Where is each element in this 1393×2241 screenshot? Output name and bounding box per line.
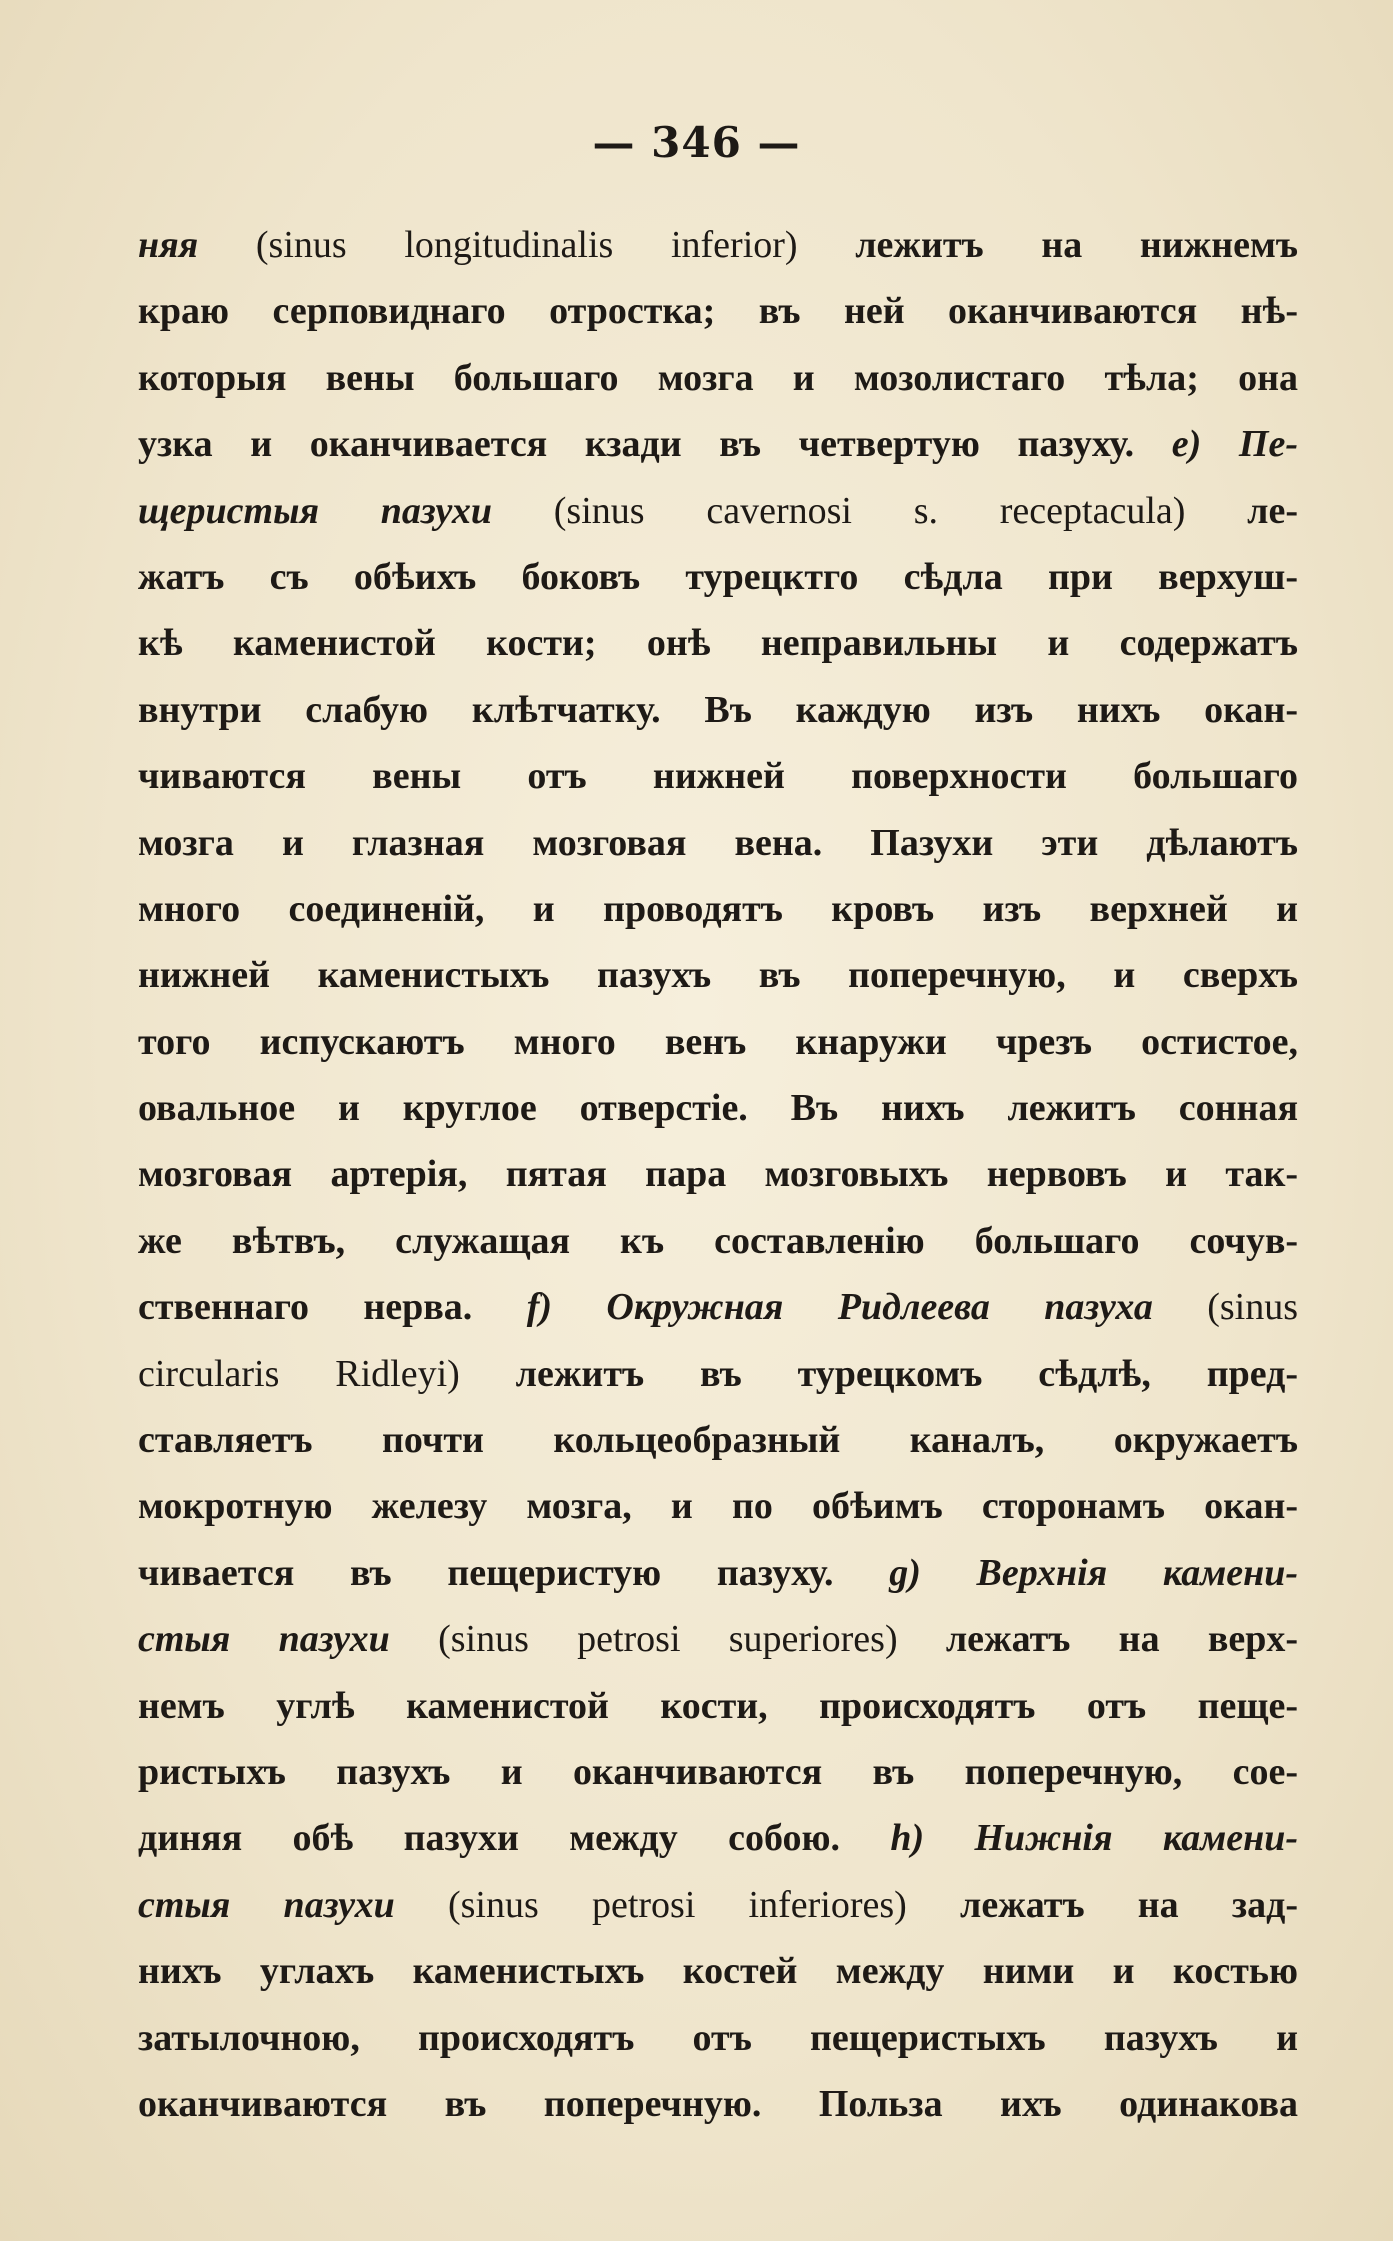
text-segment: e) Пе- (1171, 423, 1298, 466)
text-line (138, 478, 1298, 544)
text-segment: стыя пазухи (138, 1618, 390, 1661)
text-line (138, 1805, 1298, 1871)
text-segment: внутри слабую клѣтчатку. Въ каждую изъ нихъ окан- (138, 688, 1298, 731)
text-segment: мозга и глазная мозговая вена. Пазухи эти дѣлаютъ (138, 821, 1298, 864)
text-segment: ставляетъ почти кольцеобразный каналъ, окружаетъ (138, 1419, 1298, 1462)
text-segment: circularis Ridleyi) (138, 1352, 460, 1395)
text-line (138, 743, 1298, 809)
text-line (138, 1141, 1298, 1207)
text-line (138, 544, 1298, 610)
text-segment: лежатъ на зад- (906, 1883, 1298, 1926)
text-segment: (sinus petrosi superiores) (438, 1618, 898, 1661)
text-line (138, 1938, 1298, 2004)
text-segment (1153, 1286, 1207, 1328)
text-segment: лежатъ на верх- (897, 1618, 1298, 1661)
text-line (138, 1872, 1298, 1938)
text-line (138, 810, 1298, 876)
text-line (138, 2071, 1298, 2137)
text-segment: h) Нижнiя камени- (890, 1817, 1298, 1860)
text-segment: ристыхъ пазухъ и оканчиваются въ поперечную, сое- (138, 1750, 1298, 1793)
text-segment: овальное и круглое отверстiе. Въ нихъ лежитъ сонная (138, 1087, 1298, 1130)
text-line (138, 345, 1298, 411)
text-segment: же вѣтвъ, служащая къ составленiю большаго сочув- (138, 1219, 1298, 1262)
text-line (138, 1540, 1298, 1606)
text-line (138, 1341, 1298, 1407)
text-line (138, 1673, 1298, 1739)
text-segment: диняя обѣ пазухи между собою. (138, 1817, 891, 1860)
page-number: — 346 — (592, 118, 801, 167)
text-line (138, 1075, 1298, 1141)
body-text (138, 212, 1298, 2137)
text-line (138, 610, 1298, 676)
text-segment: нихъ углахъ каменистыхъ костей между ними и костью (138, 1950, 1298, 1993)
text-segment: нижней каменистыхъ пазухъ въ поперечную, и сверхъ (138, 954, 1298, 997)
text-line (138, 411, 1298, 477)
text-line (138, 942, 1298, 1008)
text-line (138, 1009, 1298, 1075)
text-segment: того испускаютъ много венъ кнаружи чрезъ остистое, (138, 1020, 1298, 1063)
text-segment: мозговая артерiя, пятая пара мозговыхъ нервовъ и так- (138, 1153, 1298, 1196)
text-segment: (sinus (1207, 1286, 1298, 1329)
text-segment: оканчиваются въ поперечную. Польза ихъ одинакова (138, 2082, 1298, 2125)
text-segment: чивается въ пещеристую пазуху. (138, 1551, 890, 1594)
text-line (138, 2005, 1298, 2071)
text-line (138, 1274, 1298, 1340)
text-segment: жатъ съ обѣихъ боковъ турецктго сѣдла при верхуш- (138, 555, 1298, 598)
text-segment: чиваются вены отъ нижней поверхности большаго (138, 755, 1298, 798)
text-segment: (sinus petrosi inferiores) (447, 1883, 907, 1926)
text-segment: стыя пазухи (138, 1883, 395, 1926)
text-line (138, 1739, 1298, 1805)
text-segment: затылочною, происходятъ отъ пещеристыхъ пазухъ и (138, 2016, 1298, 2059)
text-segment: няя (138, 224, 256, 266)
text-segment: g) Верхнiя камени- (889, 1551, 1298, 1594)
text-segment: (sinus longitudinalis inferior) (255, 224, 798, 266)
text-segment: немъ углѣ каменистой кости, происходятъ отъ пеще- (138, 1684, 1298, 1727)
text-line (138, 1208, 1298, 1274)
text-segment: мокротную железу мозга, и по обѣимъ сторонамъ окан- (138, 1485, 1298, 1528)
text-line (138, 1473, 1298, 1539)
text-line (138, 278, 1298, 344)
text-line (138, 677, 1298, 743)
text-segment: которыя вены большаго мозга и мозолистаго тѣла; она (138, 356, 1298, 399)
text-segment: (sinus cavernosi s. receptacula) (553, 489, 1186, 532)
text-segment: кѣ каменистой кости; онѣ неправильны и содержатъ (138, 622, 1298, 665)
text-segment: краю серповиднаго отростка; въ ней оканчиваются нѣ- (138, 290, 1298, 333)
text-segment (492, 490, 554, 532)
text-segment: ственнаго нерва. (138, 1286, 527, 1329)
text-segment: много соединенiй, и проводятъ кровъ изъ верхней и (138, 887, 1298, 930)
text-line (138, 876, 1298, 942)
text-segment: лежитъ на нижнемъ (797, 224, 1298, 266)
text-segment: узка и оканчивается кзади въ четвертую пазуху. (138, 423, 1172, 466)
text-line (138, 1606, 1298, 1672)
text-segment: щеристыя пазухи (138, 489, 492, 532)
text-segment: f) Окружная Ридлеева пазуха (526, 1286, 1153, 1329)
text-segment: лежитъ въ турецкомъ сѣдлѣ, пред- (459, 1352, 1298, 1395)
text-line (138, 1407, 1298, 1473)
text-segment (395, 1884, 448, 1926)
text-segment: ле- (1185, 489, 1298, 532)
text-segment (390, 1618, 438, 1660)
text-line (138, 212, 1298, 278)
